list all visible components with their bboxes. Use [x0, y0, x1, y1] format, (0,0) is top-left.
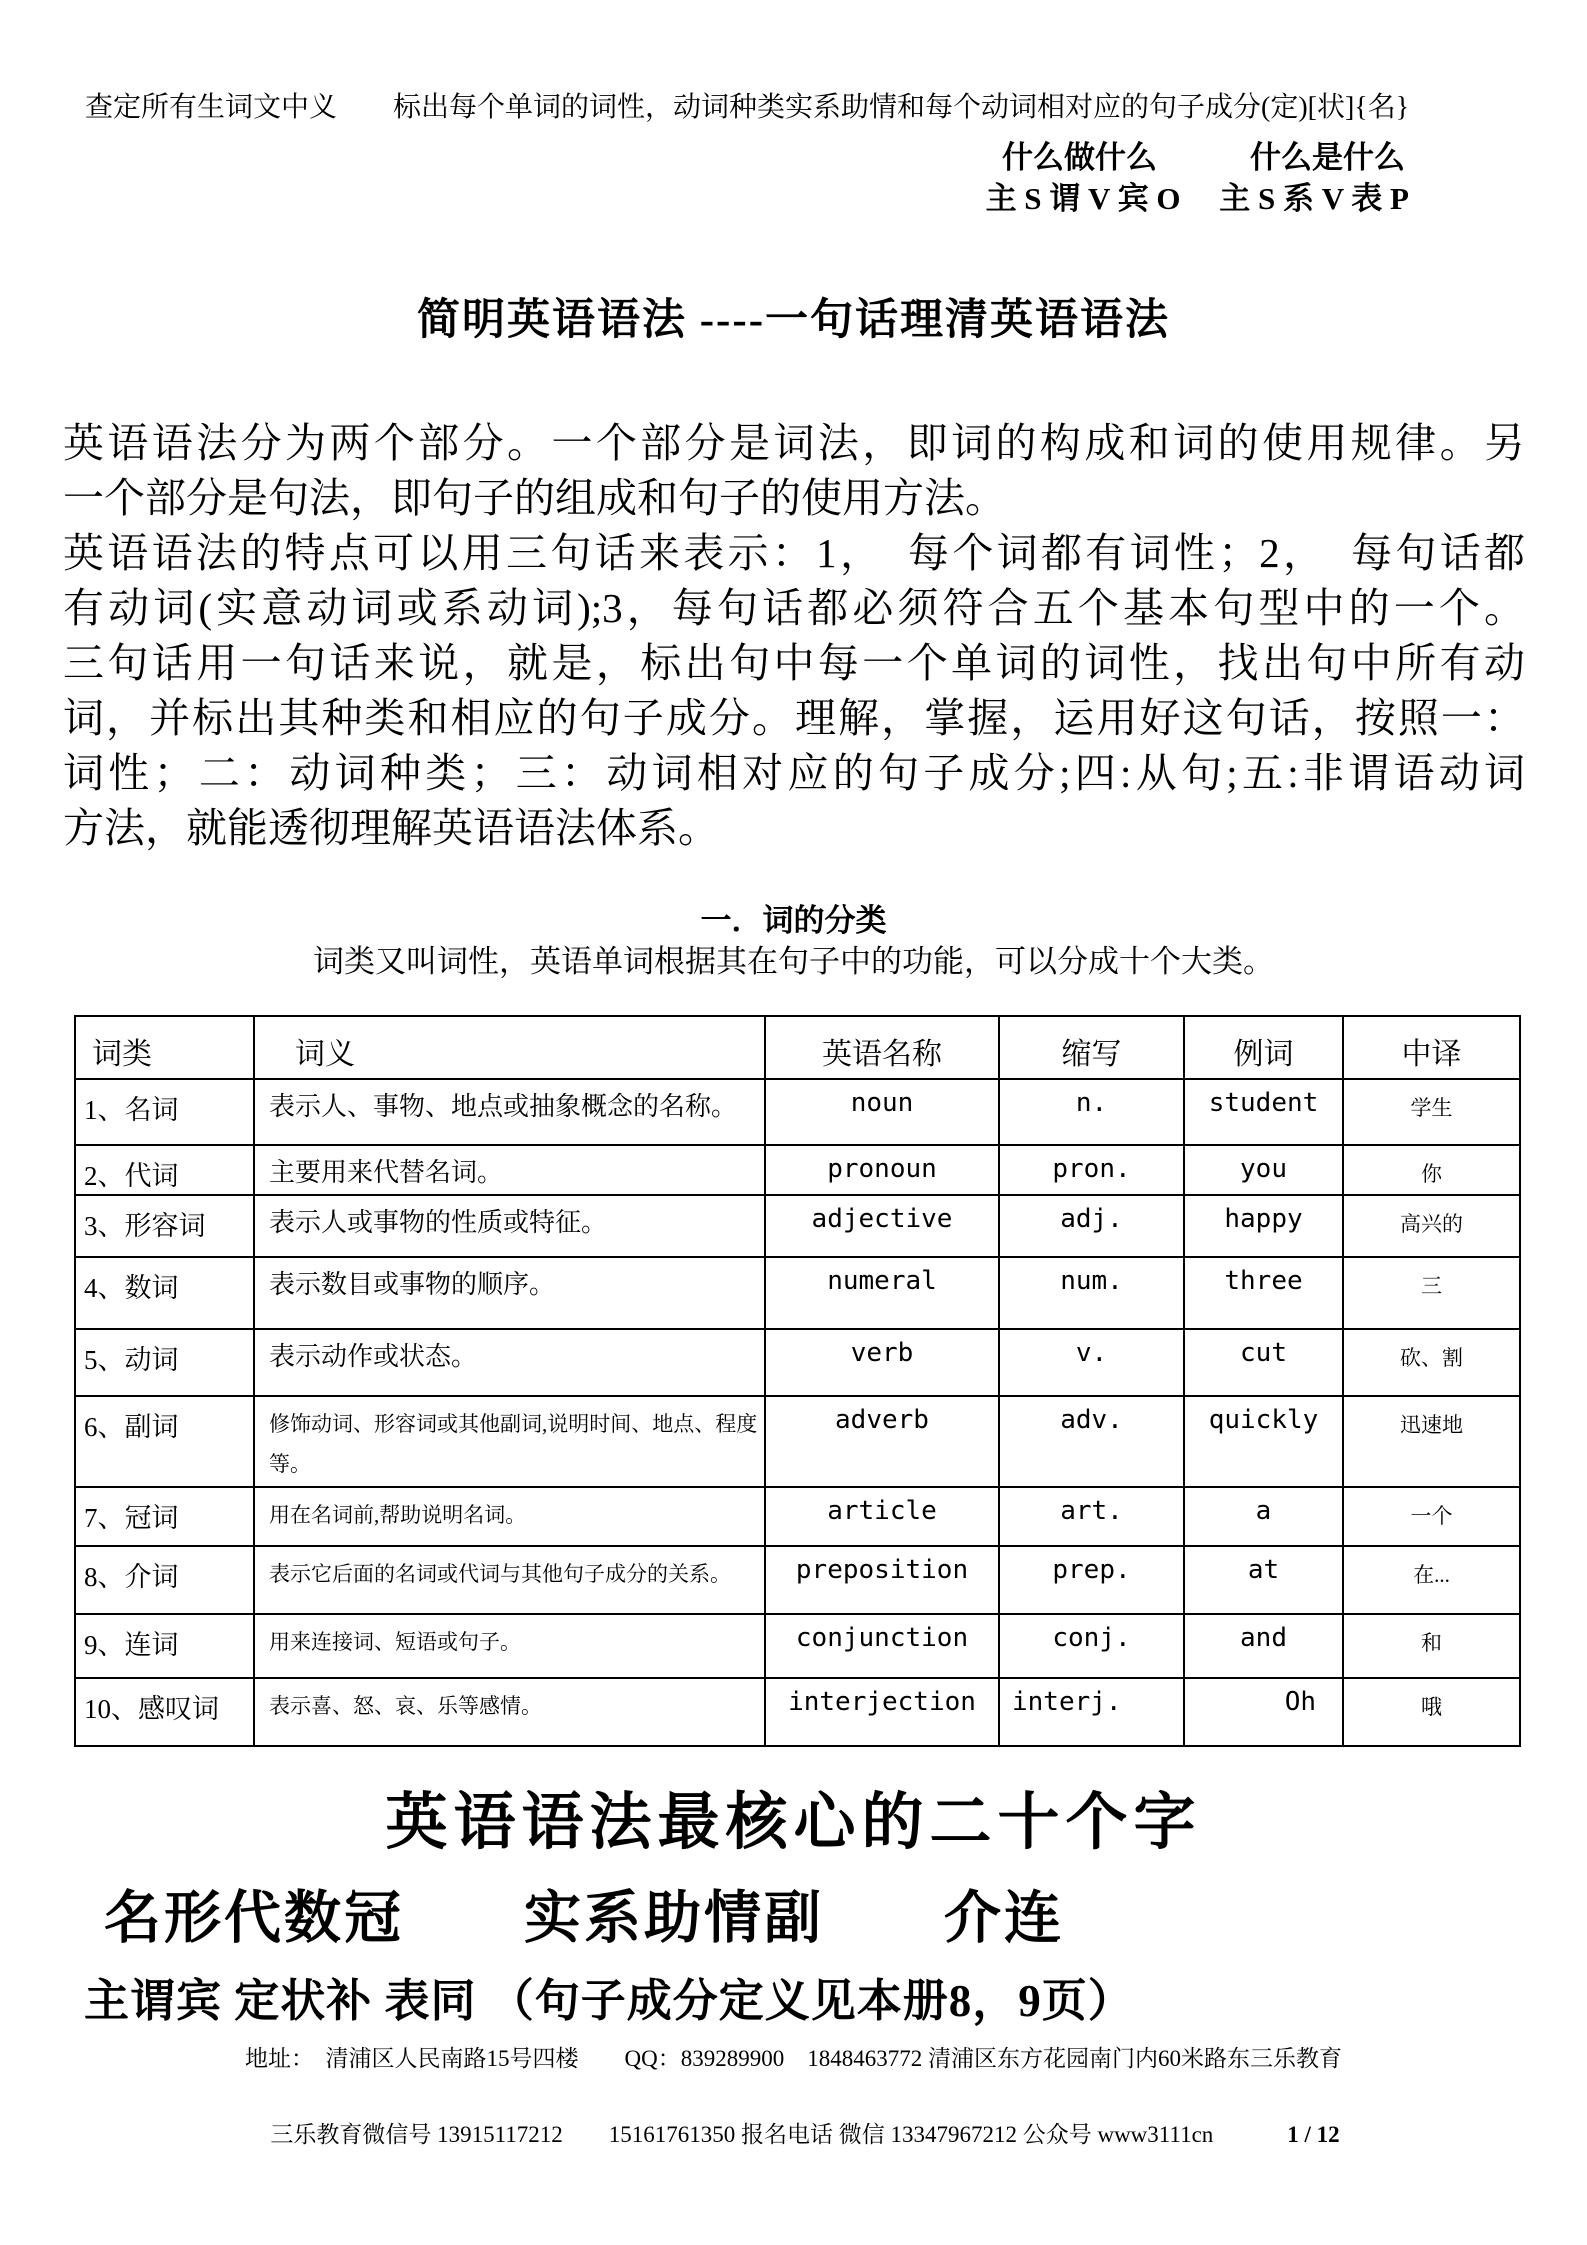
cell-example: you: [1184, 1145, 1343, 1195]
annotation-line-3: 主 S 谓 V 宾 O 主 S 系 V 表 P: [985, 181, 1409, 216]
cell-example: happy: [1184, 1195, 1343, 1257]
cell-abbr: num.: [999, 1257, 1184, 1329]
intro-line: 词性；二：动词种类；三：动词相对应的句子成分;四:从句;五:非谓语动词: [63, 750, 1525, 796]
cell-example: quickly: [1184, 1396, 1343, 1487]
footer-address-line: 地址： 清浦区人民南路15号四楼 QQ：839289900 1848463772 清浦区东方花园南门内60米路东三乐教育: [245, 2046, 1342, 2071]
column-header: 中译: [1343, 1016, 1520, 1079]
table-row: [75, 1145, 1520, 1195]
pos-table-header-row: [75, 1016, 1520, 1079]
table-row: [75, 1546, 1520, 1614]
cell-en: article: [765, 1487, 999, 1546]
cell-cls: 1、名词: [75, 1079, 254, 1145]
page-number: 1 / 12: [1287, 2122, 1340, 2147]
cell-meaning: 表示它后面的名词或代词与其他句子成分的关系。: [254, 1546, 765, 1614]
table-row: [75, 1329, 1520, 1396]
cell-abbr: v.: [999, 1329, 1184, 1396]
cell-meaning: 表示数目或事物的顺序。: [254, 1257, 765, 1329]
cell-cn: 砍、割: [1343, 1329, 1520, 1396]
footer-contact-line: [0, 2090, 1587, 2175]
cell-cls: 5、动词: [75, 1329, 254, 1396]
table-row: [75, 1396, 1520, 1487]
section-heading: 一．词的分类: [700, 903, 887, 938]
cell-cls: 3、形容词: [75, 1195, 254, 1257]
cell-cn: 哦: [1343, 1678, 1520, 1746]
cell-abbr: adv.: [999, 1396, 1184, 1487]
intro-line: 有动词(实意动词或系动词);3，每句话都必须符合五个基本句型中的一个。: [63, 585, 1525, 631]
cell-meaning: 表示人或事物的性质或特征。: [254, 1195, 765, 1257]
cell-en: preposition: [765, 1546, 999, 1614]
cell-cn: 三: [1343, 1257, 1520, 1329]
pos-table: [74, 1015, 1521, 1747]
footer-contact-text: 三乐教育微信号 13915117212 15161761350 报名电话 微信 13347967212 公众号 www3111cn: [270, 2122, 1214, 2147]
cell-cn: 在...: [1343, 1546, 1520, 1614]
cell-abbr: interj.: [999, 1678, 1184, 1746]
cell-cls: 7、冠词: [75, 1487, 254, 1546]
cell-cn: 你: [1343, 1145, 1520, 1195]
annotation-line-1: 查定所有生词文中义 标出每个单词的词性，动词种类实系助情和每个动词相对应的句子成分(定)[状]{名}: [85, 92, 1410, 123]
cell-example: at: [1184, 1546, 1343, 1614]
cell-cn: 迅速地: [1343, 1396, 1520, 1487]
intro-line: 方法，就能透彻理解英语语法体系。: [63, 805, 719, 851]
sentence-elements-line: 主谓宾 定状补 表同 （句子成分定义见本册8，9页）: [84, 1976, 1134, 2026]
cell-cls: 6、副词: [75, 1396, 254, 1487]
intro-line: 一个部分是句法，即句子的组成和句子的使用方法。: [63, 475, 1006, 521]
cell-example: a: [1184, 1487, 1343, 1546]
table-row: [75, 1079, 1520, 1145]
cell-example: three: [1184, 1257, 1343, 1329]
column-header: 例词: [1184, 1016, 1343, 1079]
cell-cn: 高兴的: [1343, 1195, 1520, 1257]
pos-table-body: [75, 1079, 1520, 1746]
column-header: 缩写: [999, 1016, 1184, 1079]
cell-abbr: art.: [999, 1487, 1184, 1546]
cell-abbr: adj.: [999, 1195, 1184, 1257]
cell-abbr: prep.: [999, 1546, 1184, 1614]
intro-line: 词，并标出其种类和相应的句子成分。理解，掌握，运用好这句话，按照一：: [63, 695, 1525, 741]
cell-meaning: 用在名词前,帮助说明名词。: [254, 1487, 765, 1546]
cell-meaning: 表示喜、怒、哀、乐等感情。: [254, 1678, 765, 1746]
intro-line: 英语语法的特点可以用三句话来表示：1， 每个词都有词性；2， 每句话都: [63, 530, 1525, 576]
cell-en: adjective: [765, 1195, 999, 1257]
header-annotation: [0, 88, 1587, 218]
cell-example: student: [1184, 1079, 1343, 1145]
column-header: 英语名称: [765, 1016, 999, 1079]
core-title: 英语语法最核心的二十个字: [385, 1789, 1202, 1857]
annotation-line-2: 什么做什么 什么是什么: [1002, 140, 1405, 175]
cell-en: verb: [765, 1329, 999, 1396]
cell-abbr: n.: [999, 1079, 1184, 1145]
cell-cn: 和: [1343, 1614, 1520, 1678]
section-subheading: 词类又叫词性，英语单词根据其在句子中的功能，可以分成十个大类。: [313, 944, 1274, 979]
cell-meaning: 用来连接词、短语或句子。: [254, 1614, 765, 1678]
cell-en: interjection: [765, 1678, 999, 1746]
table-row: [75, 1195, 1520, 1257]
cell-en: numeral: [765, 1257, 999, 1329]
cell-example: cut: [1184, 1329, 1343, 1396]
core-words-line: 名形代数冠 实系助情副 介连: [104, 1887, 1064, 1950]
cell-meaning: 主要用来代替名词。: [254, 1145, 765, 1195]
table-row: [75, 1614, 1520, 1678]
intro-paragraphs: [63, 416, 1525, 856]
page-title: 简明英语语法 ----一句话理清英语语法: [416, 297, 1171, 344]
cell-cn: 学生: [1343, 1079, 1520, 1145]
cell-cls: 2、代词: [75, 1145, 254, 1195]
column-header: 词义: [254, 1016, 765, 1079]
cell-en: adverb: [765, 1396, 999, 1487]
intro-line: 三句话用一句话来说，就是，标出句中每一个单词的词性，找出句中所有动: [63, 640, 1525, 686]
cell-meaning: 表示动作或状态。: [254, 1329, 765, 1396]
cell-example: and: [1184, 1614, 1343, 1678]
cell-cls: 8、介词: [75, 1546, 254, 1614]
cell-example: Oh: [1184, 1678, 1343, 1746]
table-row: [75, 1257, 1520, 1329]
cell-cls: 4、数词: [75, 1257, 254, 1329]
intro-line: 英语语法分为两个部分。一个部分是词法，即词的构成和词的使用规律。另: [63, 420, 1525, 466]
cell-abbr: conj.: [999, 1614, 1184, 1678]
cell-en: noun: [765, 1079, 999, 1145]
cell-en: conjunction: [765, 1614, 999, 1678]
cell-meaning: 表示人、事物、地点或抽象概念的名称。: [254, 1079, 765, 1145]
cell-en: pronoun: [765, 1145, 999, 1195]
table-row: [75, 1487, 1520, 1546]
cell-meaning: 修饰动词、形容词或其他副词,说明时间、地点、程度等。: [254, 1396, 765, 1487]
cell-abbr: pron.: [999, 1145, 1184, 1195]
cell-cn: 一个: [1343, 1487, 1520, 1546]
table-row: [75, 1678, 1520, 1746]
cell-cls: 9、连词: [75, 1614, 254, 1678]
cell-cls: 10、感叹词: [75, 1678, 254, 1746]
column-header: 词类: [75, 1016, 254, 1079]
